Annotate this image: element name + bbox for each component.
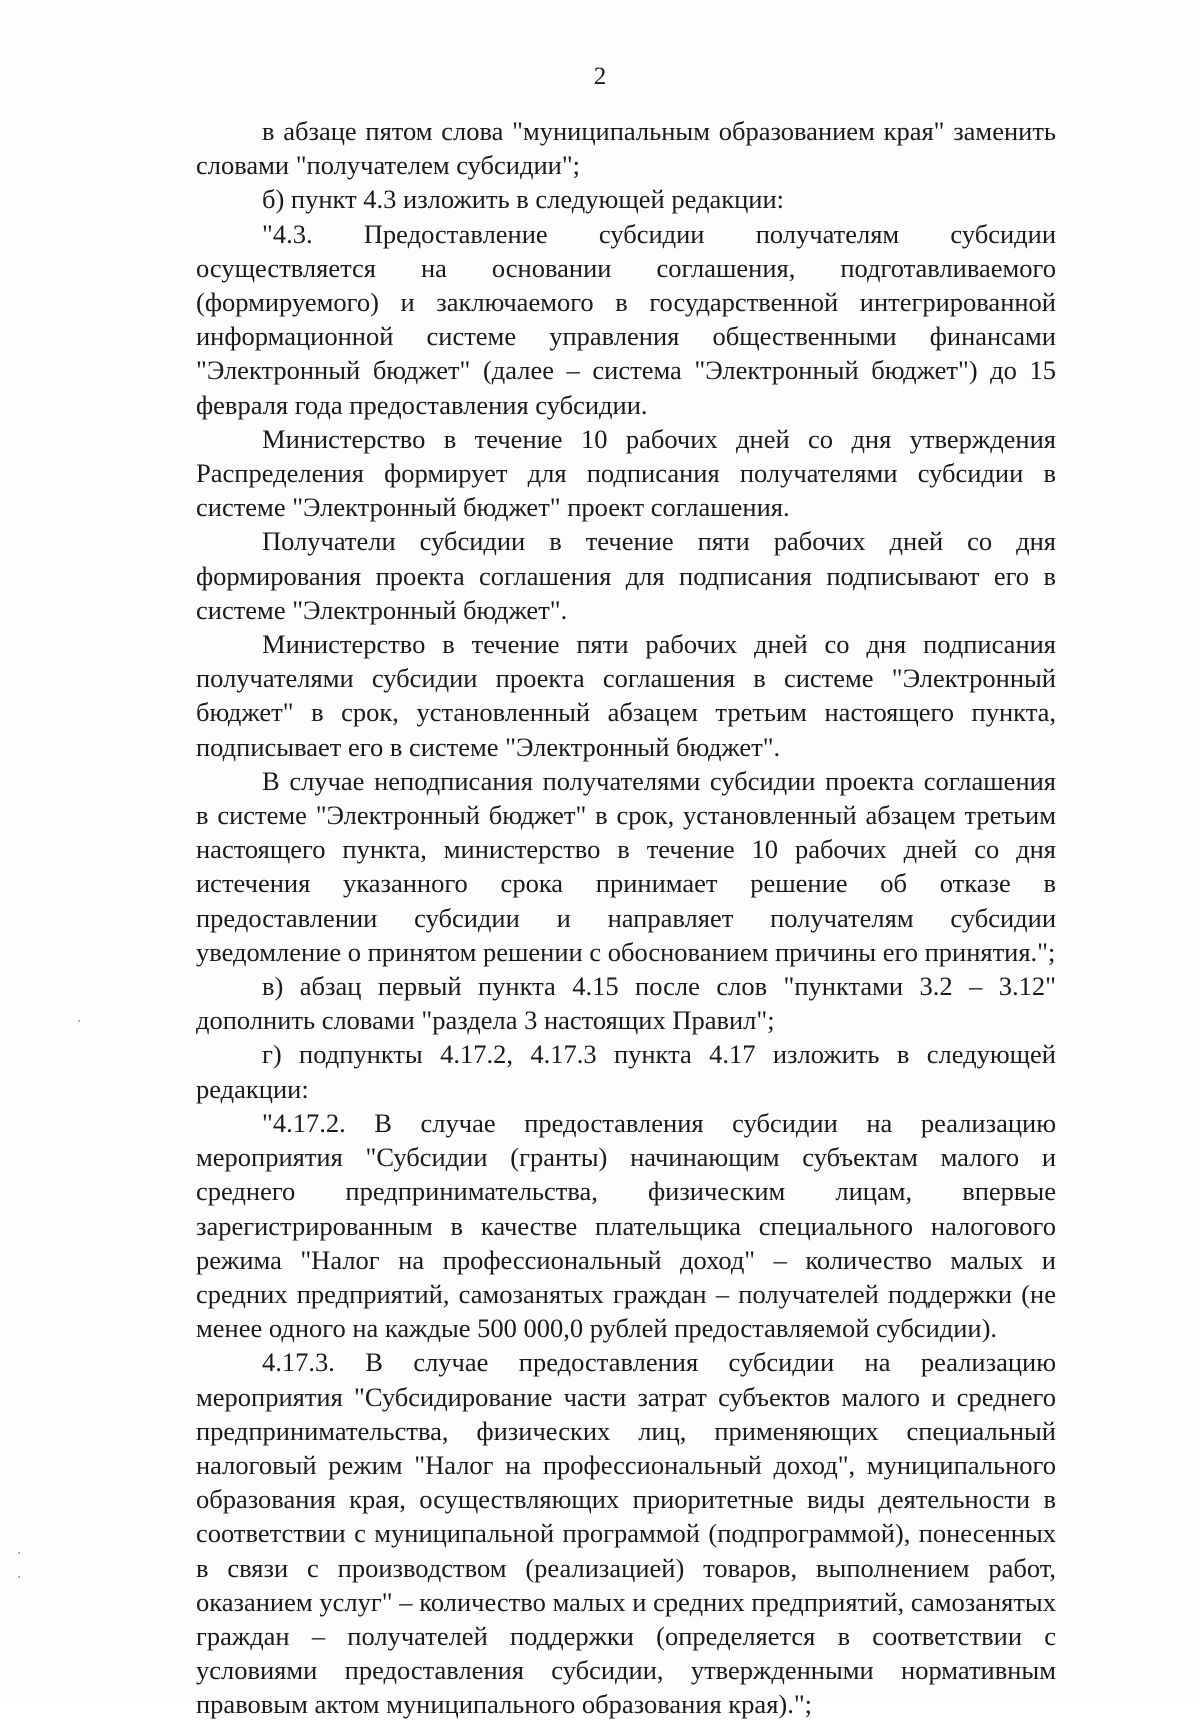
document-body (196, 114, 1056, 1722)
paragraph-8: в) абзац первый пункта 4.15 после слов "пунктами 3.2 – 3.12" дополнить словами "раздела 3 настоящих Правил"; (196, 971, 1056, 1036)
paragraph-10: "4.17.2. В случае предоставления субсидии на реализацию мероприятия "Субсидии (гранты) начинающим субъектам малого и среднего предпринимательства, физическим лицам, впервые зарегистрированным в качестве плательщика специального налогового режима "Налог на профессиональный доход" – количество малых и средних предприятий, самозанятых граждан – получателей поддержки (не менее одного на каждые 500 000,0 рублей предоставляемой субсидии). (196, 1107, 1056, 1344)
paragraph-11: 4.17.3. В случае предоставления субсидии на реализацию мероприятия "Субсидирование части затрат субъектов малого и среднего предпринимательства, физических лиц, применяющих специальный налоговый режим "Налог на профессиональный доход", муниципального образования края, осуществляющих приоритетные виды деятельности в соответствии с муниципальной программой (подпрограммой), понесенных в связи с производством (реализацией) товаров, выполнением работ, оказанием услуг" – количество малых и средних предприятий, самозанятых граждан – получателей поддержки (определяется в соответствии с условиями предоставления субсидии, утвержденными нормативным правовым актом муниципального образования края)."; (196, 1347, 1056, 1720)
page-number: 2 (593, 63, 607, 90)
paragraph-5: Получатели субсидии в течение пяти рабочих дней со дня формирования проекта соглашения для подписания подписывают его в системе "Электронный бюджет". (196, 526, 1056, 625)
paragraph-4: Министерство в течение 10 рабочих дней со дня утверждения Распределения формирует для подписания получателями субсидии в системе "Электронный бюджет" проект соглашения. (196, 423, 1056, 523)
paragraph-7: В случае неподписания получателями субсидии проекта соглашения в системе "Электронный бюджет" в срок, установленный абзацем третьим настоящего пункта, министерство в течение 10 рабочих дней со дня истечения указанного срока принимает решение об отказе в предоставлении субсидии и направляет получателям субсидии уведомление о принятом решении с обоснованием причины его принятия."; (196, 765, 1056, 967)
paragraph-3: "4.3. Предоставление субсидии получателям субсидии осуществляется на основании соглашения, подготавливаемого (формируемого) и заключаемого в государственной интегрированной информационной системе управления общественными финансами "Электронный бюджет" (далее – система "Электронный бюджет") до 15 февраля года предоставления субсидии. (196, 218, 1056, 420)
scan-speck (78, 1020, 80, 1022)
scan-speck (18, 1576, 20, 1578)
paragraph-9: г) подпункты 4.17.2, 4.17.3 пункта 4.17 изложить в следующей редакции: (196, 1039, 1056, 1104)
paragraph-6: Министерство в течение пяти рабочих дней со дня подписания получателями субсидии проекта соглашения в системе "Электронный бюджет" в срок, установленный абзацем третьим настоящего пункта, подписывает его в системе "Электронный бюджет". (196, 629, 1056, 762)
paragraph-2: б) пункт 4.3 изложить в следующей редакции: (262, 184, 785, 215)
scan-speck (18, 1552, 20, 1554)
paragraph-1: в абзаце пятом слова "муниципальным образованием края" заменить словами "получателем субсидии"; (196, 116, 1056, 181)
